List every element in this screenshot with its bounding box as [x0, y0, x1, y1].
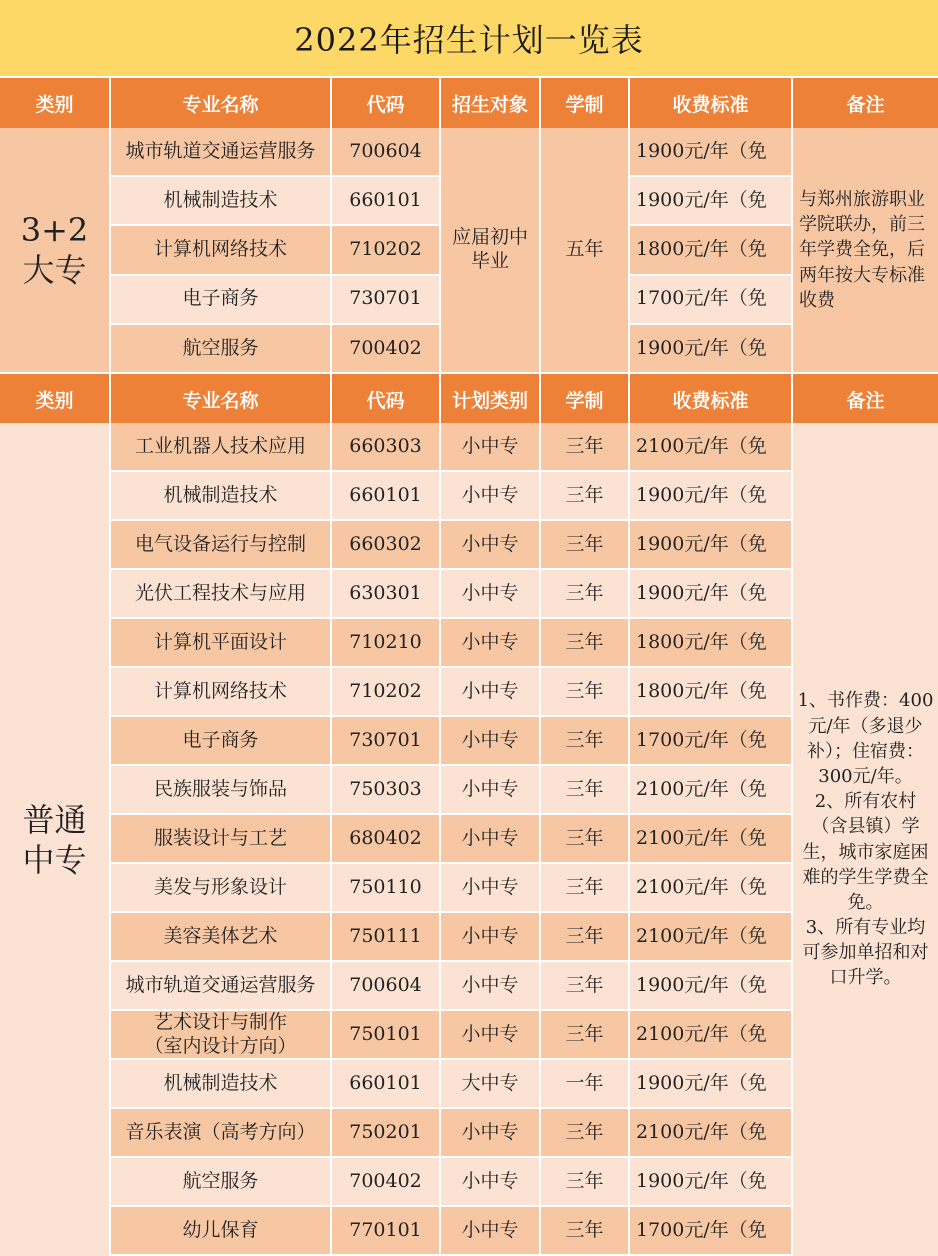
code-cell-text: 710202 — [349, 238, 422, 261]
fee-cell-text: 1700元/年（免 — [636, 287, 767, 310]
type-cell-text: 小中专 — [461, 679, 519, 702]
major-cell — [111, 570, 332, 619]
major-cell — [111, 766, 332, 815]
type-cell — [441, 1158, 541, 1207]
code-cell-text: 730701 — [349, 287, 422, 310]
duration-cell — [541, 668, 630, 717]
code-cell-text: 700604 — [349, 973, 422, 996]
fee-cell — [630, 226, 793, 275]
code-cell-text: 750110 — [349, 875, 422, 898]
duration-cell — [541, 1011, 630, 1060]
major-cell — [111, 1060, 332, 1109]
type-cell — [441, 619, 541, 668]
major-cell — [111, 472, 332, 521]
major-cell-text: 计算机网络技术 — [153, 679, 287, 702]
fee-cell — [630, 177, 793, 226]
code-cell-text: 750101 — [349, 1022, 422, 1045]
duration-cell — [541, 619, 630, 668]
duration-cell — [541, 128, 630, 372]
category-cell-text: 普通 中专 — [22, 800, 87, 879]
code-cell-text: 730701 — [349, 728, 422, 751]
duration-cell-text: 三年 — [565, 973, 604, 996]
major-cell-text: 电子商务 — [182, 728, 259, 751]
duration-cell — [541, 815, 630, 864]
code-cell — [332, 177, 441, 226]
major-cell-text: 艺术设计与制作 （室内设计方向） — [144, 1010, 297, 1057]
major-cell-text: 音乐表演（高考方向） — [125, 1120, 316, 1143]
code-cell — [332, 423, 441, 472]
major-cell-text: 机械制造技术 — [163, 1071, 278, 1094]
code-cell — [332, 1207, 441, 1256]
type-cell — [441, 1060, 541, 1109]
duration-cell-text: 三年 — [565, 581, 604, 604]
header-category: 类别 — [0, 374, 111, 424]
header-duration: 学制 — [541, 374, 630, 424]
duration-cell-text: 三年 — [565, 1022, 604, 1045]
header-code: 代码 — [332, 374, 441, 424]
header-duration: 学制 — [541, 78, 630, 128]
duration-cell-text: 三年 — [565, 826, 604, 849]
code-cell-text: 700402 — [349, 1169, 422, 1192]
major-cell — [111, 1011, 332, 1060]
fee-cell — [630, 423, 793, 472]
major-cell — [111, 1109, 332, 1158]
type-cell — [441, 570, 541, 619]
header-note: 备注 — [846, 93, 885, 116]
target-cell — [441, 128, 541, 372]
fee-cell-text: 1700元/年（免 — [636, 728, 767, 751]
duration-cell-text: 三年 — [565, 1120, 604, 1143]
code-cell — [332, 128, 441, 177]
duration-cell — [541, 962, 630, 1011]
major-cell-text: 机械制造技术 — [163, 188, 278, 211]
note-cell-text: 与郑州旅游职业学院联办，前三年学费全免，后两年按大专标准收费 — [799, 189, 925, 311]
duration-cell — [541, 1207, 630, 1256]
code-cell — [332, 1011, 441, 1060]
type-cell — [441, 864, 541, 913]
fee-cell-text: 2100元/年（免 — [636, 1022, 767, 1045]
fee-cell-text: 1900元/年（免 — [636, 973, 767, 996]
duration-cell-text: 三年 — [565, 532, 604, 555]
type-cell-text: 小中专 — [461, 1022, 519, 1045]
major-cell — [111, 521, 332, 570]
code-cell — [332, 325, 441, 374]
code-cell-text: 770101 — [349, 1218, 422, 1241]
duration-cell-text: 三年 — [565, 1218, 604, 1241]
major-cell-text: 民族服装与饰品 — [153, 777, 287, 800]
major-cell-text: 电气设备运行与控制 — [134, 532, 306, 555]
major-cell-text: 美容美体艺术 — [163, 924, 278, 947]
code-cell — [332, 226, 441, 275]
type-cell-text: 小中专 — [461, 973, 519, 996]
duration-cell-text: 三年 — [565, 777, 604, 800]
code-cell-text: 680402 — [349, 826, 422, 849]
note-cell-text: 1、书作费：400元/年（多退少补）；住宿费：300元/年。 2、所有农村（含县镇）学生，城市家庭困难的学生学费全免。 3、所有专业均可参加单招和对口升学。 — [797, 690, 934, 989]
major-cell-text: 城市轨道交通运营服务 — [125, 973, 316, 996]
type-cell — [441, 668, 541, 717]
type-cell — [441, 962, 541, 1011]
duration-cell — [541, 521, 630, 570]
code-cell-text: 710202 — [349, 679, 422, 702]
header-major: 专业名称 — [111, 78, 332, 128]
code-cell — [332, 815, 441, 864]
type-cell — [441, 521, 541, 570]
major-cell-text: 美发与形象设计 — [153, 875, 287, 898]
code-cell-text: 750303 — [349, 777, 422, 800]
code-cell-text: 660101 — [349, 483, 422, 506]
code-cell-text: 630301 — [349, 581, 422, 604]
type-cell-text: 小中专 — [461, 728, 519, 751]
type-cell-text: 大中专 — [461, 1071, 519, 1094]
fee-cell — [630, 1109, 793, 1158]
fee-cell-text: 1900元/年（免 — [636, 483, 767, 506]
category-cell — [0, 128, 111, 372]
header-note: 备注 — [846, 389, 885, 412]
fee-cell — [630, 717, 793, 766]
fee-cell-text: 2100元/年（免 — [636, 777, 767, 800]
fee-cell-text: 2100元/年（免 — [636, 826, 767, 849]
fee-cell-text: 1800元/年（免 — [636, 238, 767, 261]
fee-cell — [630, 570, 793, 619]
major-cell-text: 城市轨道交通运营服务 — [125, 139, 316, 162]
fee-cell-text: 1900元/年（免 — [636, 139, 767, 162]
duration-cell — [541, 472, 630, 521]
major-cell — [111, 962, 332, 1011]
code-cell — [332, 276, 441, 325]
header-major: 专业名称 — [111, 374, 332, 424]
fee-cell — [630, 962, 793, 1011]
type-cell-text: 小中专 — [461, 1218, 519, 1241]
type-cell-text: 小中专 — [461, 581, 519, 604]
code-cell — [332, 619, 441, 668]
target-cell-text: 应届初中 毕业 — [451, 226, 528, 272]
code-cell — [332, 1158, 441, 1207]
header-code: 代码 — [332, 78, 441, 128]
major-cell-text: 航空服务 — [182, 336, 259, 359]
header-col4: 招生对象 — [441, 78, 541, 128]
major-cell — [111, 128, 332, 177]
type-cell — [441, 913, 541, 962]
code-cell-text: 710210 — [349, 630, 422, 653]
note-cell — [793, 423, 938, 1256]
fee-cell — [630, 1060, 793, 1109]
code-cell — [332, 521, 441, 570]
fee-cell — [630, 128, 793, 177]
duration-cell — [541, 570, 630, 619]
duration-cell-text: 三年 — [565, 875, 604, 898]
major-cell — [111, 815, 332, 864]
type-cell-text: 小中专 — [461, 875, 519, 898]
table-title-text: 2022年招生计划一览表 — [294, 21, 644, 59]
fee-cell-text: 1900元/年（免 — [636, 532, 767, 555]
major-cell — [111, 226, 332, 275]
duration-cell-text: 三年 — [565, 630, 604, 653]
fee-cell-text: 1900元/年（免 — [636, 1169, 767, 1192]
major-cell-text: 计算机平面设计 — [153, 630, 287, 653]
fee-cell — [630, 325, 793, 374]
code-cell-text: 660302 — [349, 532, 422, 555]
fee-cell-text: 1900元/年（免 — [636, 581, 767, 604]
code-cell — [332, 864, 441, 913]
type-cell — [441, 1109, 541, 1158]
code-cell — [332, 668, 441, 717]
major-cell — [111, 619, 332, 668]
fee-cell-text: 2100元/年（免 — [636, 1120, 767, 1143]
fee-cell — [630, 864, 793, 913]
major-cell — [111, 1158, 332, 1207]
code-cell — [332, 766, 441, 815]
code-cell — [332, 962, 441, 1011]
fee-cell-text: 1900元/年（免 — [636, 336, 767, 359]
type-cell — [441, 815, 541, 864]
fee-cell — [630, 815, 793, 864]
fee-cell — [630, 276, 793, 325]
duration-cell-text: 一年 — [565, 1071, 604, 1094]
code-cell — [332, 717, 441, 766]
major-cell-text: 工业机器人技术应用 — [134, 434, 306, 457]
major-cell — [111, 913, 332, 962]
code-cell-text: 660101 — [349, 188, 422, 211]
duration-cell — [541, 913, 630, 962]
header-fee: 收费标准 — [630, 374, 793, 424]
major-cell-text: 幼儿保育 — [182, 1218, 259, 1241]
major-cell-text: 服装设计与工艺 — [153, 826, 287, 849]
header-fee: 收费标准 — [630, 78, 793, 128]
fee-cell — [630, 1011, 793, 1060]
type-cell — [441, 1207, 541, 1256]
table-header-2 — [0, 374, 938, 424]
note-cell — [793, 128, 938, 372]
duration-cell — [541, 1060, 630, 1109]
header-col4: 计划类别 — [441, 374, 541, 424]
type-cell-text: 小中专 — [461, 434, 519, 457]
fee-cell-text: 1800元/年（免 — [636, 630, 767, 653]
major-cell-text: 电子商务 — [182, 287, 259, 310]
fee-cell-text: 2100元/年（免 — [636, 924, 767, 947]
duration-cell — [541, 423, 630, 472]
fee-cell-text: 1900元/年（免 — [636, 1071, 767, 1094]
type-cell — [441, 423, 541, 472]
duration-cell-text: 三年 — [565, 434, 604, 457]
table-title — [0, 0, 938, 76]
code-cell-text: 660101 — [349, 1071, 422, 1094]
duration-cell-text: 三年 — [565, 679, 604, 702]
code-cell — [332, 1060, 441, 1109]
code-cell — [332, 913, 441, 962]
duration-cell-text: 三年 — [565, 1169, 604, 1192]
fee-cell-text: 1800元/年（免 — [636, 679, 767, 702]
major-cell — [111, 423, 332, 472]
type-cell-text: 小中专 — [461, 924, 519, 947]
major-cell — [111, 717, 332, 766]
code-cell — [332, 472, 441, 521]
fee-cell-text: 1700元/年（免 — [636, 1218, 767, 1241]
duration-cell-text: 三年 — [565, 728, 604, 751]
code-cell-text: 750201 — [349, 1120, 422, 1143]
duration-cell — [541, 1158, 630, 1207]
type-cell-text: 小中专 — [461, 483, 519, 506]
category-cell-text: 3+2 大专 — [20, 211, 89, 289]
major-cell-text: 航空服务 — [182, 1169, 259, 1192]
code-cell-text: 660303 — [349, 434, 422, 457]
code-cell-text: 700402 — [349, 336, 422, 359]
duration-cell — [541, 864, 630, 913]
fee-cell — [630, 619, 793, 668]
fee-cell-text: 2100元/年（免 — [636, 875, 767, 898]
type-cell — [441, 717, 541, 766]
major-cell — [111, 177, 332, 226]
type-cell — [441, 766, 541, 815]
major-cell — [111, 864, 332, 913]
duration-cell-text: 三年 — [565, 483, 604, 506]
type-cell-text: 小中专 — [461, 1120, 519, 1143]
type-cell-text: 小中专 — [461, 1169, 519, 1192]
type-cell — [441, 1011, 541, 1060]
major-cell-text: 光伏工程技术与应用 — [134, 581, 306, 604]
major-cell — [111, 276, 332, 325]
code-cell-text: 700604 — [349, 139, 422, 162]
code-cell-text: 750111 — [349, 924, 422, 947]
fee-cell-text: 1900元/年（免 — [636, 188, 767, 211]
code-cell — [332, 570, 441, 619]
major-cell — [111, 1207, 332, 1256]
table-header-1 — [0, 78, 938, 128]
fee-cell — [630, 1158, 793, 1207]
category-cell — [0, 423, 111, 1256]
code-cell — [332, 1109, 441, 1158]
header-category: 类别 — [0, 78, 111, 128]
duration-cell-text: 五年 — [565, 238, 604, 261]
duration-cell — [541, 717, 630, 766]
major-cell — [111, 668, 332, 717]
fee-cell-text: 2100元/年（免 — [636, 434, 767, 457]
duration-cell — [541, 1109, 630, 1158]
type-cell-text: 小中专 — [461, 826, 519, 849]
fee-cell — [630, 913, 793, 962]
type-cell-text: 小中专 — [461, 777, 519, 800]
type-cell — [441, 472, 541, 521]
fee-cell — [630, 766, 793, 815]
major-cell-text: 机械制造技术 — [163, 483, 278, 506]
major-cell — [111, 325, 332, 374]
fee-cell — [630, 1207, 793, 1256]
major-cell-text: 计算机网络技术 — [153, 238, 287, 261]
type-cell-text: 小中专 — [461, 532, 519, 555]
fee-cell — [630, 521, 793, 570]
fee-cell — [630, 472, 793, 521]
duration-cell-text: 三年 — [565, 924, 604, 947]
type-cell-text: 小中专 — [461, 630, 519, 653]
duration-cell — [541, 766, 630, 815]
fee-cell — [630, 668, 793, 717]
